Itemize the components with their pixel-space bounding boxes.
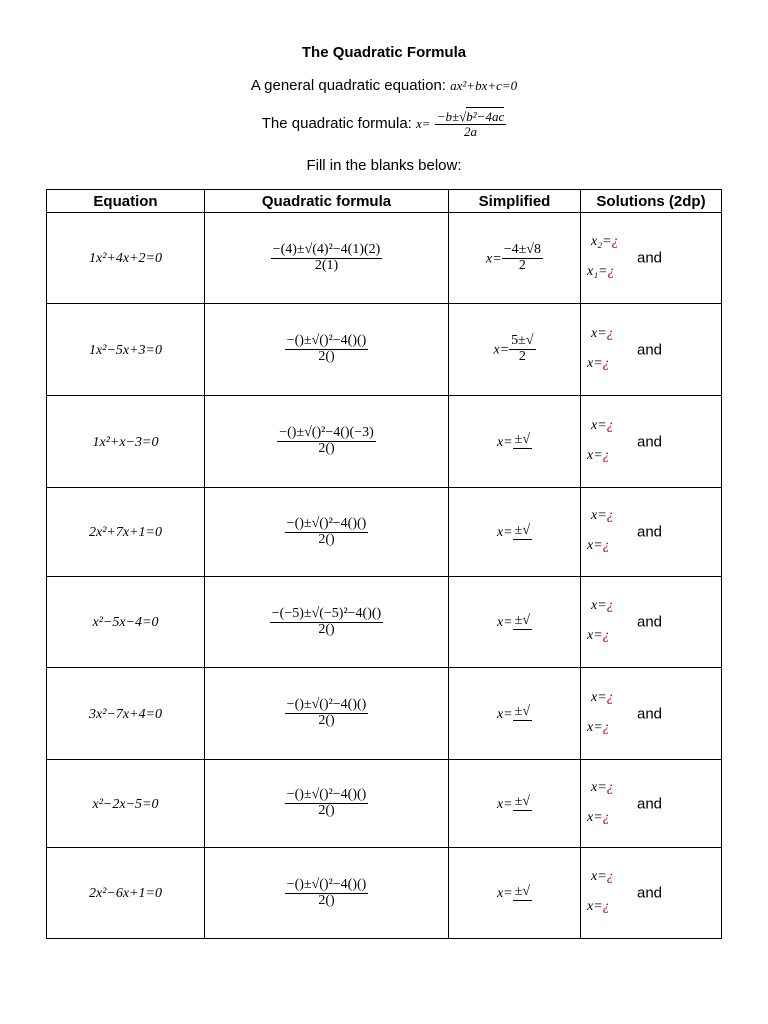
quadratic-formula-fraction [270,607,383,637]
table-header-row [47,190,722,213]
quadratic-formula-denominator[interactable]: 2() [318,531,335,547]
blank-marker: ¿ [602,628,610,643]
simplified-numerator[interactable]: ±√ [514,704,531,720]
simplified-denominator[interactable]: 2 [518,257,526,273]
simplified-lhs: x= [486,251,502,267]
quadratic-formula-numerator[interactable]: −()±√()²−4()() [286,787,367,803]
solution-1[interactable]: x=¿ [587,355,610,371]
quadratic-formula-cell [205,848,449,939]
solutions-cell [581,848,722,939]
solution-1[interactable]: x₁=¿ [587,264,615,279]
solutions-cell [581,488,722,577]
solution-2[interactable]: x=¿ [591,779,614,795]
solutions-cell [581,760,722,848]
table-row [47,396,722,488]
quadratic-formula-numerator[interactable]: −()±√()²−4()(−3) [279,425,374,441]
simplified-cell [449,760,581,848]
blank-marker: ¿ [606,417,614,433]
simplified-cell [449,304,581,396]
quadratic-formula-cell [205,304,449,396]
formula-line [0,110,768,138]
equation: 1x²+4x+2=0 [89,251,162,266]
header-quadratic-formula: Quadratic formula [205,190,449,213]
table-row [47,304,722,396]
quadratic-formula-numerator[interactable]: −()±√()²−4()() [286,876,367,892]
and-label: and [637,341,663,358]
quadratic-formula-fraction [285,517,369,547]
table-row [47,577,722,668]
quadratic-formula-numerator[interactable]: −()±√()²−4()() [286,697,367,713]
blank-marker: ¿ [606,869,614,884]
formula-label: The quadratic formula: [261,115,412,133]
quadratic-formula-denominator[interactable]: 2() [318,892,335,908]
simplified-cell [449,396,581,488]
equation: 2x²+7x+1=0 [89,525,162,540]
equation-cell [47,760,205,848]
quadratic-formula-fraction [285,788,369,818]
quadratic-formula-fraction [277,426,376,456]
simplified-fraction [513,705,532,721]
simplified-lhs: x= [496,434,513,450]
equation-cell [47,304,205,396]
equation: 3x²−7x+4=0 [89,706,162,722]
blank-marker: ¿ [606,508,614,523]
and-label: and [637,249,663,267]
equation: 1x²+x−3=0 [92,434,159,450]
simplified-lhs: x= [496,796,513,812]
page-title: The Quadratic Formula [301,44,467,61]
simplified-lhs: x= [496,525,513,540]
solution-1[interactable]: x=¿ [587,899,610,914]
and-label: and [637,523,663,541]
table-row [47,213,722,304]
simplified-numerator[interactable]: 5±√ [511,333,534,349]
formula-denominator: 2a [463,123,477,139]
quadratic-formula-denominator[interactable]: 2() [318,803,335,818]
simplified-fraction [502,243,543,273]
and-label: and [637,613,663,631]
quadratic-formula-cell [205,396,449,488]
quadratic-formula-cell [205,760,449,848]
quadratic-formula-numerator[interactable]: −(4)±√(4)²−4(1)(2) [272,241,381,257]
blank-marker: ¿ [606,689,614,705]
quadratic-formula-cell [205,213,449,304]
blank-marker: ¿ [606,779,614,795]
and-label: and [637,433,663,450]
solution-2[interactable]: x=¿ [591,689,614,705]
solution-1[interactable]: x=¿ [587,628,610,643]
header-simplified: Simplified [449,190,581,213]
equation: x²−2x−5=0 [92,796,159,812]
solution-2[interactable]: x=¿ [591,869,614,884]
worksheet-table [46,189,722,939]
simplified-denominator[interactable]: 2 [518,349,526,364]
quadratic-formula-denominator[interactable]: 2() [318,713,335,728]
header-equation: Equation [47,190,205,213]
equation: 1x²−5x+3=0 [89,342,162,358]
quadratic-formula-denominator[interactable]: 2() [318,349,335,364]
solution-2[interactable]: x=¿ [591,598,614,613]
quadratic-formula-fraction [285,334,369,364]
blank-marker: ¿ [602,809,610,825]
formula-numerator-prefix: −b±√ [436,109,467,124]
equation-cell [47,213,205,304]
table-row [47,848,722,939]
simplified-cell [449,668,581,760]
simplified-cell [449,213,581,304]
blank-marker: ¿ [602,447,610,463]
equation-cell [47,488,205,577]
table-row [47,760,722,848]
blank-marker: ¿ [602,538,610,553]
simplified-fraction [513,795,532,811]
and-label: and [637,705,663,722]
instruction: Fill in the blanks below: [306,157,462,174]
formula-fraction [435,110,507,138]
solutions-cell [581,396,722,488]
formula-lhs: x= [416,116,431,132]
quadratic-formula-denominator[interactable]: 2(1) [314,257,339,273]
solution-1[interactable]: x=¿ [587,809,610,825]
simplified-lhs: x= [496,886,513,901]
general-equation-line [0,77,768,94]
equation-cell [47,668,205,760]
equation-cell [47,577,205,668]
solution-1[interactable]: x=¿ [587,719,610,735]
table-row [47,668,722,760]
general-label: A general quadratic equation: [250,77,446,94]
solution-2[interactable]: x=¿ [591,417,614,433]
solution-2[interactable]: x=¿ [591,508,614,523]
simplified-numerator[interactable]: ±√ [514,432,531,448]
simplified-lhs: x= [493,342,510,358]
blank-marker: ¿ [611,234,619,249]
quadratic-formula-fraction [285,698,369,728]
blank-marker: ¿ [606,325,614,341]
simplified-numerator[interactable]: ±√ [514,883,531,899]
blank-marker: ¿ [602,355,610,371]
simplified-numerator[interactable]: ±√ [514,522,531,538]
formula-numerator [435,110,507,125]
simplified-numerator[interactable]: ±√ [514,612,531,628]
blank-marker: ¿ [607,264,615,279]
simplified-cell [449,488,581,577]
quadratic-formula-denominator[interactable]: 2() [318,441,335,456]
simplified-fraction [513,524,532,540]
simplified-fraction [509,334,535,364]
solutions-cell [581,213,722,304]
formula-radicand: b²−4ac [466,109,505,124]
simplified-fraction [513,614,532,630]
general-equation: ax²+bx+c=0 [450,78,518,93]
quadratic-formula-fraction [271,243,383,273]
equation-cell [47,396,205,488]
quadratic-formula-cell [205,668,449,760]
table-row [47,488,722,577]
solution-2[interactable]: x₂=¿ [591,234,619,249]
quadratic-formula-cell [205,577,449,668]
equation: x²−5x−4=0 [92,615,159,630]
quadratic-formula-numerator[interactable]: −(−5)±√(−5)²−4()() [271,605,382,621]
solutions-cell [581,668,722,760]
and-label: and [637,795,663,812]
simplified-fraction [513,885,532,901]
and-label: and [637,884,663,902]
solution-2[interactable]: x=¿ [591,325,614,341]
blank-marker: ¿ [602,719,610,735]
simplified-fraction [513,433,532,449]
solutions-cell [581,304,722,396]
simplified-cell [449,577,581,668]
quadratic-formula-denominator[interactable]: 2() [318,621,335,637]
quadratic-formula-numerator[interactable]: −()±√()²−4()() [286,515,367,531]
solution-1[interactable]: x=¿ [587,538,610,553]
simplified-numerator[interactable]: −4±√8 [503,241,541,257]
quadratic-formula-cell [205,488,449,577]
simplified-numerator[interactable]: ±√ [514,794,531,810]
equation: 2x²−6x+1=0 [89,886,162,901]
solution-1[interactable]: x=¿ [587,447,610,463]
header-solutions: Solutions (2dp) [581,190,722,213]
simplified-lhs: x= [496,706,513,722]
blank-marker: ¿ [602,899,610,914]
quadratic-formula-fraction [285,878,369,908]
equation-cell [47,848,205,939]
simplified-lhs: x= [496,615,513,630]
blank-marker: ¿ [606,598,614,613]
solutions-cell [581,577,722,668]
simplified-cell [449,848,581,939]
quadratic-formula-numerator[interactable]: −()±√()²−4()() [286,333,367,349]
